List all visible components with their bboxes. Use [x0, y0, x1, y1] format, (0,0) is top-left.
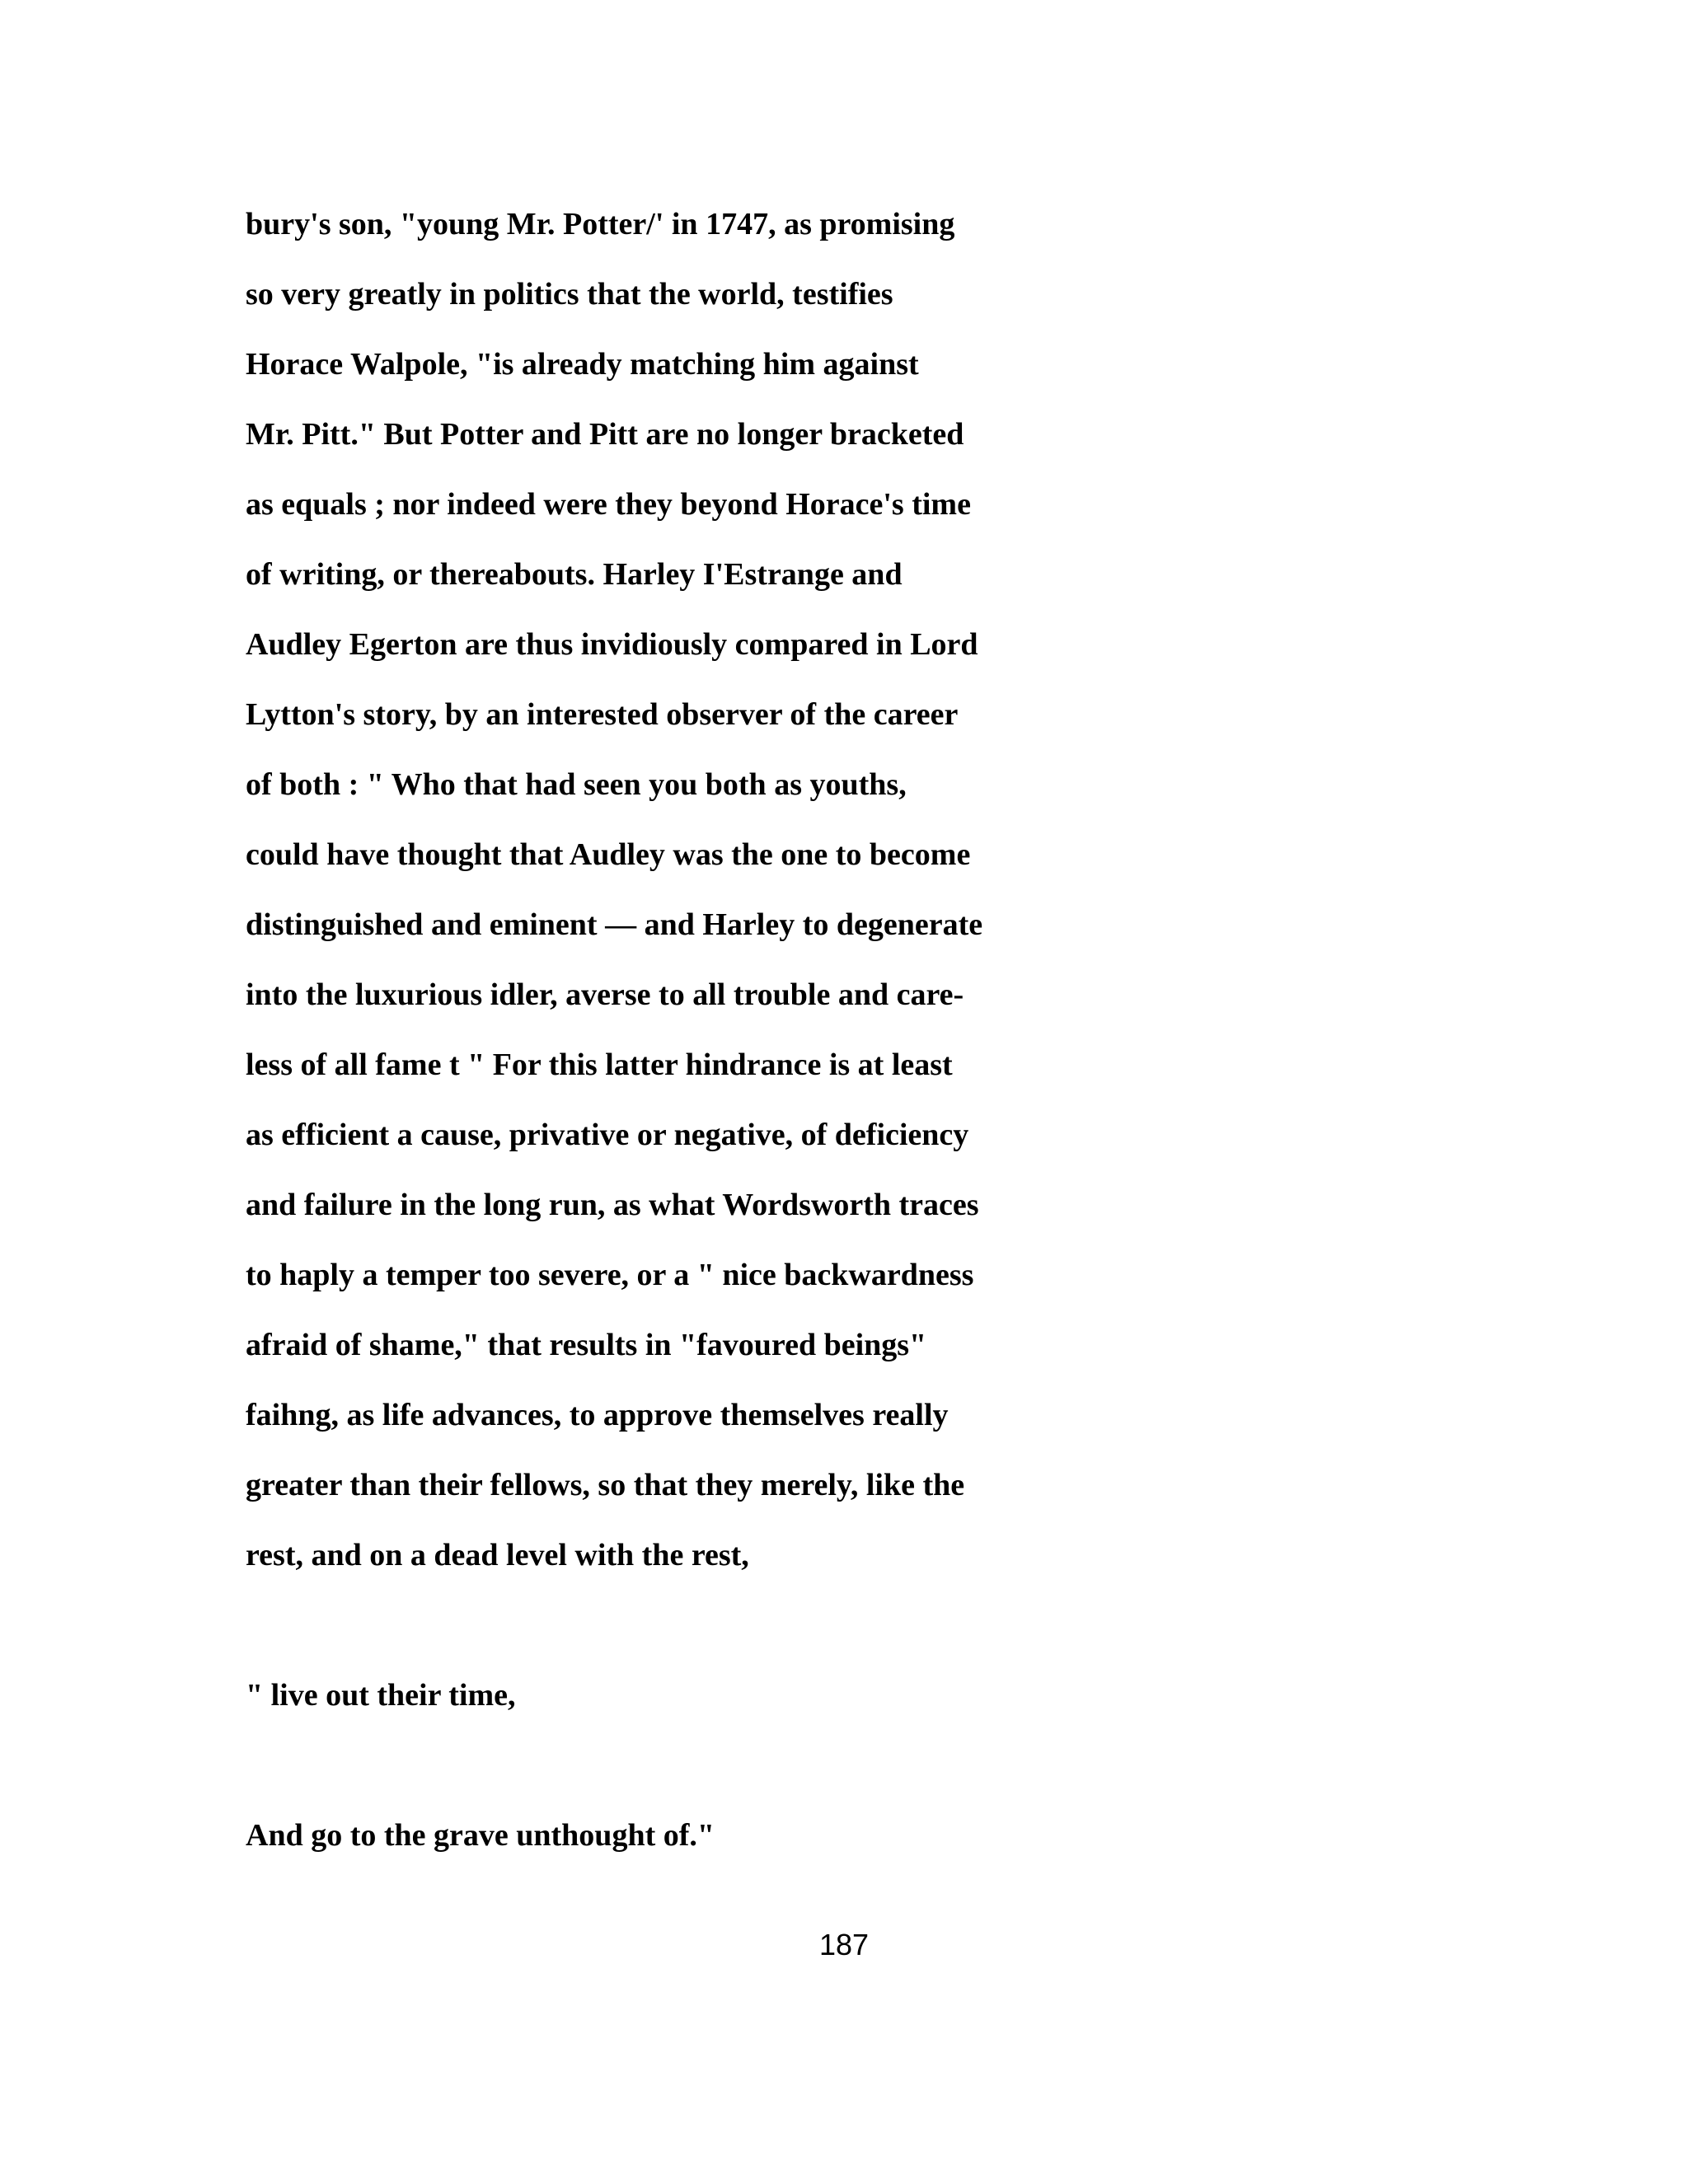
text-line: distinguished and eminent — and Harley to degenerate	[246, 907, 983, 942]
text-line: of writing, or thereabouts. Harley I'Estrange and	[246, 557, 903, 592]
page-number: 187	[818, 1928, 870, 1961]
text-line: to haply a temper too severe, or a " nice backwardness	[246, 1258, 974, 1292]
text-line: faihng, as life advances, to approve themselves really	[246, 1398, 949, 1432]
text-line: Lytton's story, by an interested observer of the career	[246, 697, 959, 732]
text-line: and failure in the long run, as what Wordsworth traces	[246, 1188, 979, 1222]
spacer	[246, 1731, 1482, 1801]
text-line: greater than their fellows, so that they merely, like the	[246, 1468, 965, 1502]
text-line: as equals ; nor indeed were they beyond Horace's time	[246, 487, 971, 522]
text-line: afraid of shame," that results in "favoured beings"	[246, 1328, 927, 1362]
spacer	[246, 1591, 1482, 1661]
quote-line: " live out their time,	[246, 1678, 516, 1713]
text-line: so very greatly in politics that the world, testifies	[246, 277, 893, 312]
text-line: as efficient a cause, privative or negative, of deficiency	[246, 1118, 969, 1152]
text-line: Horace Walpole, "is already matching him against	[246, 347, 919, 382]
body-text	[246, 190, 1482, 1871]
text-line: less of all fame t " For this latter hindrance is at least	[246, 1047, 953, 1082]
text-line: rest, and on a dead level with the rest,	[246, 1538, 749, 1572]
quote-line: And go to the grave unthought of."	[246, 1818, 715, 1853]
text-line: of both : " Who that had seen you both as youths,	[246, 767, 907, 802]
text-line: could have thought that Audley was the one to become	[246, 837, 971, 872]
text-line: Audley Egerton are thus invidiously compared in Lord	[246, 627, 978, 662]
text-line: Mr. Pitt." But Potter and Pitt are no longer bracketed	[246, 417, 964, 452]
text-line: into the luxurious idler, averse to all trouble and care-	[246, 977, 964, 1012]
text-line: bury's son, "young Mr. Potter/' in 1747, as promising	[246, 207, 955, 241]
